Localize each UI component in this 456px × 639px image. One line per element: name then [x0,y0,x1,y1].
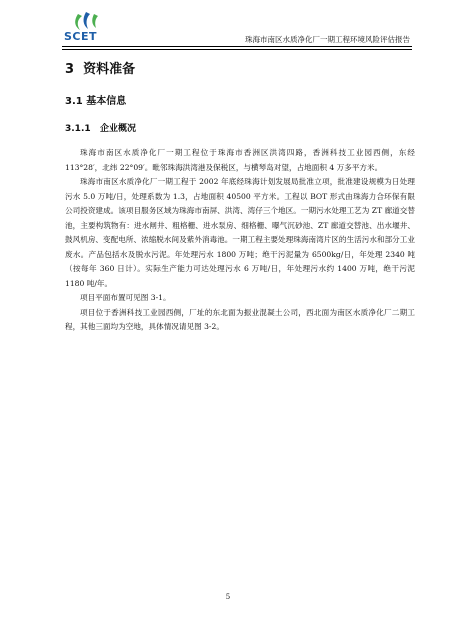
paragraph-surroundings: 项目位于香洲科技工业园西侧，厂址的东北面为振业混凝土公司，西北面为南区水质净化厂二期工程，其他三面均为空地，具体情况请见图 3-2。 [65,307,415,331]
subsubsection-heading [65,121,136,134]
subsection-number: 3.1 [65,96,83,107]
header-rule-thin [62,49,412,50]
paragraph-layout-ref: 项目平面布置可见图 3-1。 [80,293,171,302]
subsection-heading [65,92,126,107]
paragraph-location: 珠海市南区水质净化厂一期工程位于珠海市香洲区洪湾四路，香洲科技工业园西侧，东经 113°28′，北纬 22°09′。毗邻珠海洪湾港及保税区，与横琴岛对望，占地面积 4 万多平方米。 [65,148,415,172]
subsubsection-title: 企业概况 [100,124,137,134]
section-title: 资料准备 [83,62,136,77]
section-heading [65,58,135,77]
section-number: 3 [65,62,75,77]
subsection-title: 基本信息 [86,96,127,107]
running-header-title: 珠海市南区水质净化厂一期工程环境风险评估报告 [245,35,410,44]
body-text [65,146,415,335]
logo-text: SCET [64,30,98,43]
subsubsection-number: 3.1.1 [65,124,91,134]
header-rule [62,46,412,47]
paragraph-overview: 珠海市南区水质净化厂一期工程于 2002 年底经珠海计划发展局批准立项，批准建设规模为日处理污水 5.0 万吨/日，处理系数为 1.3，占地面积 40500 平方米。工程以 BOT 形式由珠海力合环保有限公司投资建成。该项目服务区域为珠海市南屏、洪湾、湾仔三个地区。一期污水处理工艺为 ZT 廊道交替池，主要构筑物有：进水闸井、粗格栅、进水泵房、细格栅、曝气沉砂池、ZT 廊道交替池、出水堰井、鼓风机房、变配电所、浓缩脱水间及紫外消毒池。一期工程主要处理珠海南湾片区的生活污水和部分工业废水。产品包括水及脱水污泥。年处理污水 1800 万吨；绝干污泥量为 6500kg/日，年处理 2340 吨（按每年 360 日计）。实际生产能力可达处理污水 6 万吨/日，年处理污水约 1400 万吨，绝干污泥 1180 吨/年。 [65,177,415,288]
page-number: 5 [225,593,231,601]
